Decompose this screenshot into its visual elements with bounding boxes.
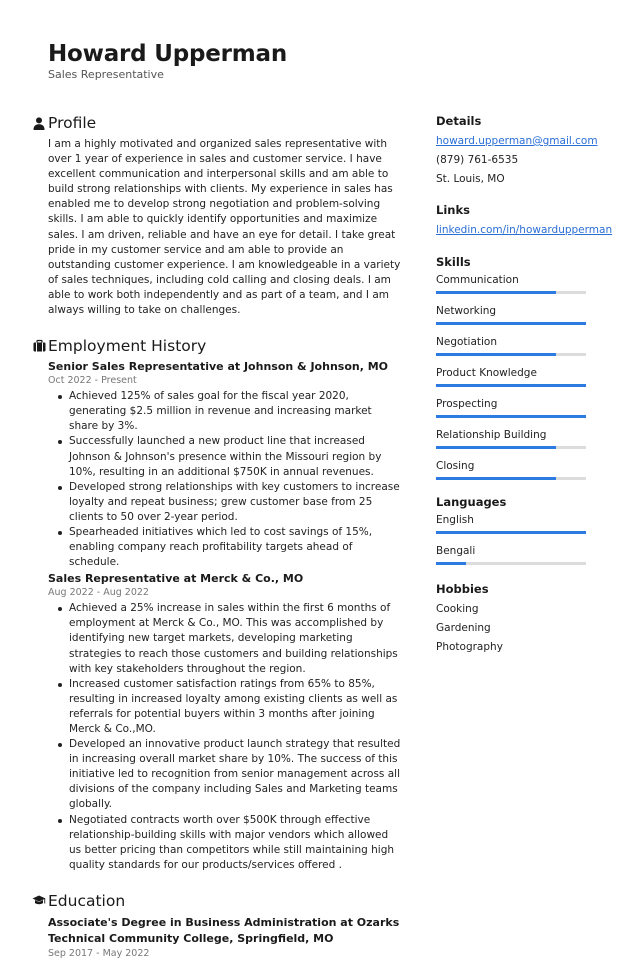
location: St. Louis, MO — [436, 173, 505, 185]
hobbies-section — [436, 581, 616, 657]
education-entry — [48, 915, 402, 961]
job-bullet: Developed strong relationships with key customers to increase loyalty and repeat business; grew customer base from 25 clients to 50 over 2-year period. — [56, 480, 402, 525]
hobby-item: Gardening — [436, 622, 491, 634]
skill-level-bar — [436, 322, 586, 325]
education-title: Education — [48, 891, 126, 910]
education-heading — [30, 891, 402, 911]
skill-name: Bengali — [436, 545, 476, 557]
skill-item — [436, 304, 616, 325]
links-title: Links — [436, 203, 470, 217]
job-bullets — [56, 389, 402, 570]
details-section — [436, 113, 616, 189]
sidebar — [436, 113, 616, 657]
email-link[interactable]: howard.upperman@gmail.com — [436, 135, 598, 147]
job-date: Aug 2022 - Aug 2022 — [48, 587, 149, 599]
hobby-item: Photography — [436, 641, 503, 653]
skill-item — [436, 459, 616, 480]
profile-section — [30, 113, 402, 318]
job-date: Oct 2022 - Present — [48, 375, 137, 387]
job-bullet: Increased customer satisfaction ratings from 65% to 85%, resulting in increased loyalty among existing clients as well as referrals for potential buyers within 3 months after joining Merck & Co.,MO. — [56, 677, 402, 737]
employment-title: Employment History — [48, 337, 207, 356]
person-icon — [30, 117, 48, 130]
skill-level-bar — [436, 353, 586, 356]
profile-text: I am a highly motivated and organized sales representative with over 1 year of experience in sales and customer service. I have excellent communication and interpersonal skills and am able to build strong relationships with clients. My experience in sales has enabled me to develop strong negotiation and problem-solving skills. I am able to quickly identify opportunities and maximize sales. I am driven, reliable and have an eye for detail. I take great pride in my customer service and am able to provide an outstanding customer experience. I am knowledgeable in a variety of sales techniques, including cold calling and closing deals. I am able to work both independently and as part of a team, and I am always willing to take on challenges. — [48, 138, 401, 317]
job-bullet: Achieved 125% of sales goal for the fiscal year 2020, generating $2.5 million in revenue and increasing market share by 3%. — [56, 389, 402, 434]
hobby-item: Cooking — [436, 603, 479, 615]
skill-item — [436, 335, 616, 356]
degree-date: Sep 2017 - May 2022 — [48, 947, 150, 959]
details-title: Details — [436, 114, 482, 128]
profile-heading — [30, 113, 402, 133]
skill-name: Product Knowledge — [436, 367, 537, 379]
skill-name: Closing — [436, 460, 475, 472]
skill-item — [436, 273, 616, 294]
languages-list — [436, 513, 616, 565]
main-column — [30, 113, 402, 961]
degree-title: Associate's Degree in Business Administration at Ozarks Technical Community College, Springfield, MO — [48, 915, 400, 945]
skill-level-fill — [436, 562, 466, 565]
skill-level-bar — [436, 291, 586, 294]
skill-item — [436, 397, 616, 418]
skill-level-bar — [436, 446, 586, 449]
skill-level-fill — [436, 531, 586, 534]
skill-name: Negotiation — [436, 336, 497, 348]
phone-number: (879) 761-6535 — [436, 154, 519, 166]
skill-level-bar — [436, 384, 586, 387]
skill-level-fill — [436, 477, 556, 480]
skill-level-bar — [436, 531, 586, 534]
skill-name: Relationship Building — [436, 429, 547, 441]
skill-level-fill — [436, 384, 586, 387]
job-entry — [48, 571, 402, 873]
employment-heading — [30, 336, 402, 356]
resume-header — [48, 40, 287, 82]
skill-level-fill — [436, 322, 586, 325]
skill-item — [436, 513, 616, 534]
skill-level-fill — [436, 291, 556, 294]
links-section — [436, 202, 616, 240]
candidate-role: Sales Representative — [48, 68, 164, 81]
briefcase-icon — [30, 340, 48, 352]
skill-name: English — [436, 514, 474, 526]
skills-section — [436, 254, 616, 480]
graduation-cap-icon — [30, 895, 48, 906]
hobbies-title: Hobbies — [436, 582, 489, 596]
job-bullet: Spearheaded initiatives which led to cost savings of 15%, enabling company reach profitability targets ahead of schedule. — [56, 525, 402, 570]
profile-title: Profile — [48, 114, 97, 132]
skill-name: Prospecting — [436, 398, 498, 410]
skills-title: Skills — [436, 255, 471, 269]
job-bullet: Achieved a 25% increase in sales within the first 6 months of employment at Merck & Co., MO. This was accomplished by identifying new target markets, developing marketing strategies to reach those customers and building relationships with key stakeholders throughout the region. — [56, 601, 402, 676]
skill-level-bar — [436, 562, 586, 565]
skill-level-fill — [436, 353, 556, 356]
job-title: Senior Sales Representative at Johnson & Johnson, MO — [48, 360, 389, 374]
job-title: Sales Representative at Merck & Co., MO — [48, 572, 304, 586]
job-bullet: Negotiated contracts worth over $500K through effective relationship-building skills with major vendors which allowed us better pricing than competitors while still maintaining high quality standards for our products/services offered . — [56, 813, 402, 873]
skills-list — [436, 273, 616, 480]
skill-level-fill — [436, 415, 586, 418]
job-bullet: Developed an innovative product launch strategy that resulted in increasing overall market share by 10%. The success of this initiative led to recognition from senior management across all divisions of the company including Sales and Marketing teams globally. — [56, 737, 402, 812]
employment-section — [30, 336, 402, 873]
candidate-name: Howard Upperman — [48, 41, 288, 67]
skill-level-bar — [436, 415, 586, 418]
skill-item — [436, 544, 616, 565]
skill-item — [436, 428, 616, 449]
job-bullets — [56, 601, 402, 873]
education-section — [30, 891, 402, 961]
languages-title: Languages — [436, 495, 507, 509]
linkedin-link[interactable]: linkedin.com/in/howardupperman — [436, 224, 613, 236]
skill-name: Networking — [436, 305, 497, 317]
skill-level-bar — [436, 477, 586, 480]
languages-section — [436, 494, 616, 565]
skill-level-fill — [436, 446, 556, 449]
skill-item — [436, 366, 616, 387]
job-bullet: Successfully launched a new product line that increased Johnson & Johnson's presence within the Missouri region by 10%, resulting in an additional $750K in annual revenues. — [56, 434, 402, 479]
skill-name: Communication — [436, 274, 519, 286]
job-entry — [48, 359, 402, 570]
